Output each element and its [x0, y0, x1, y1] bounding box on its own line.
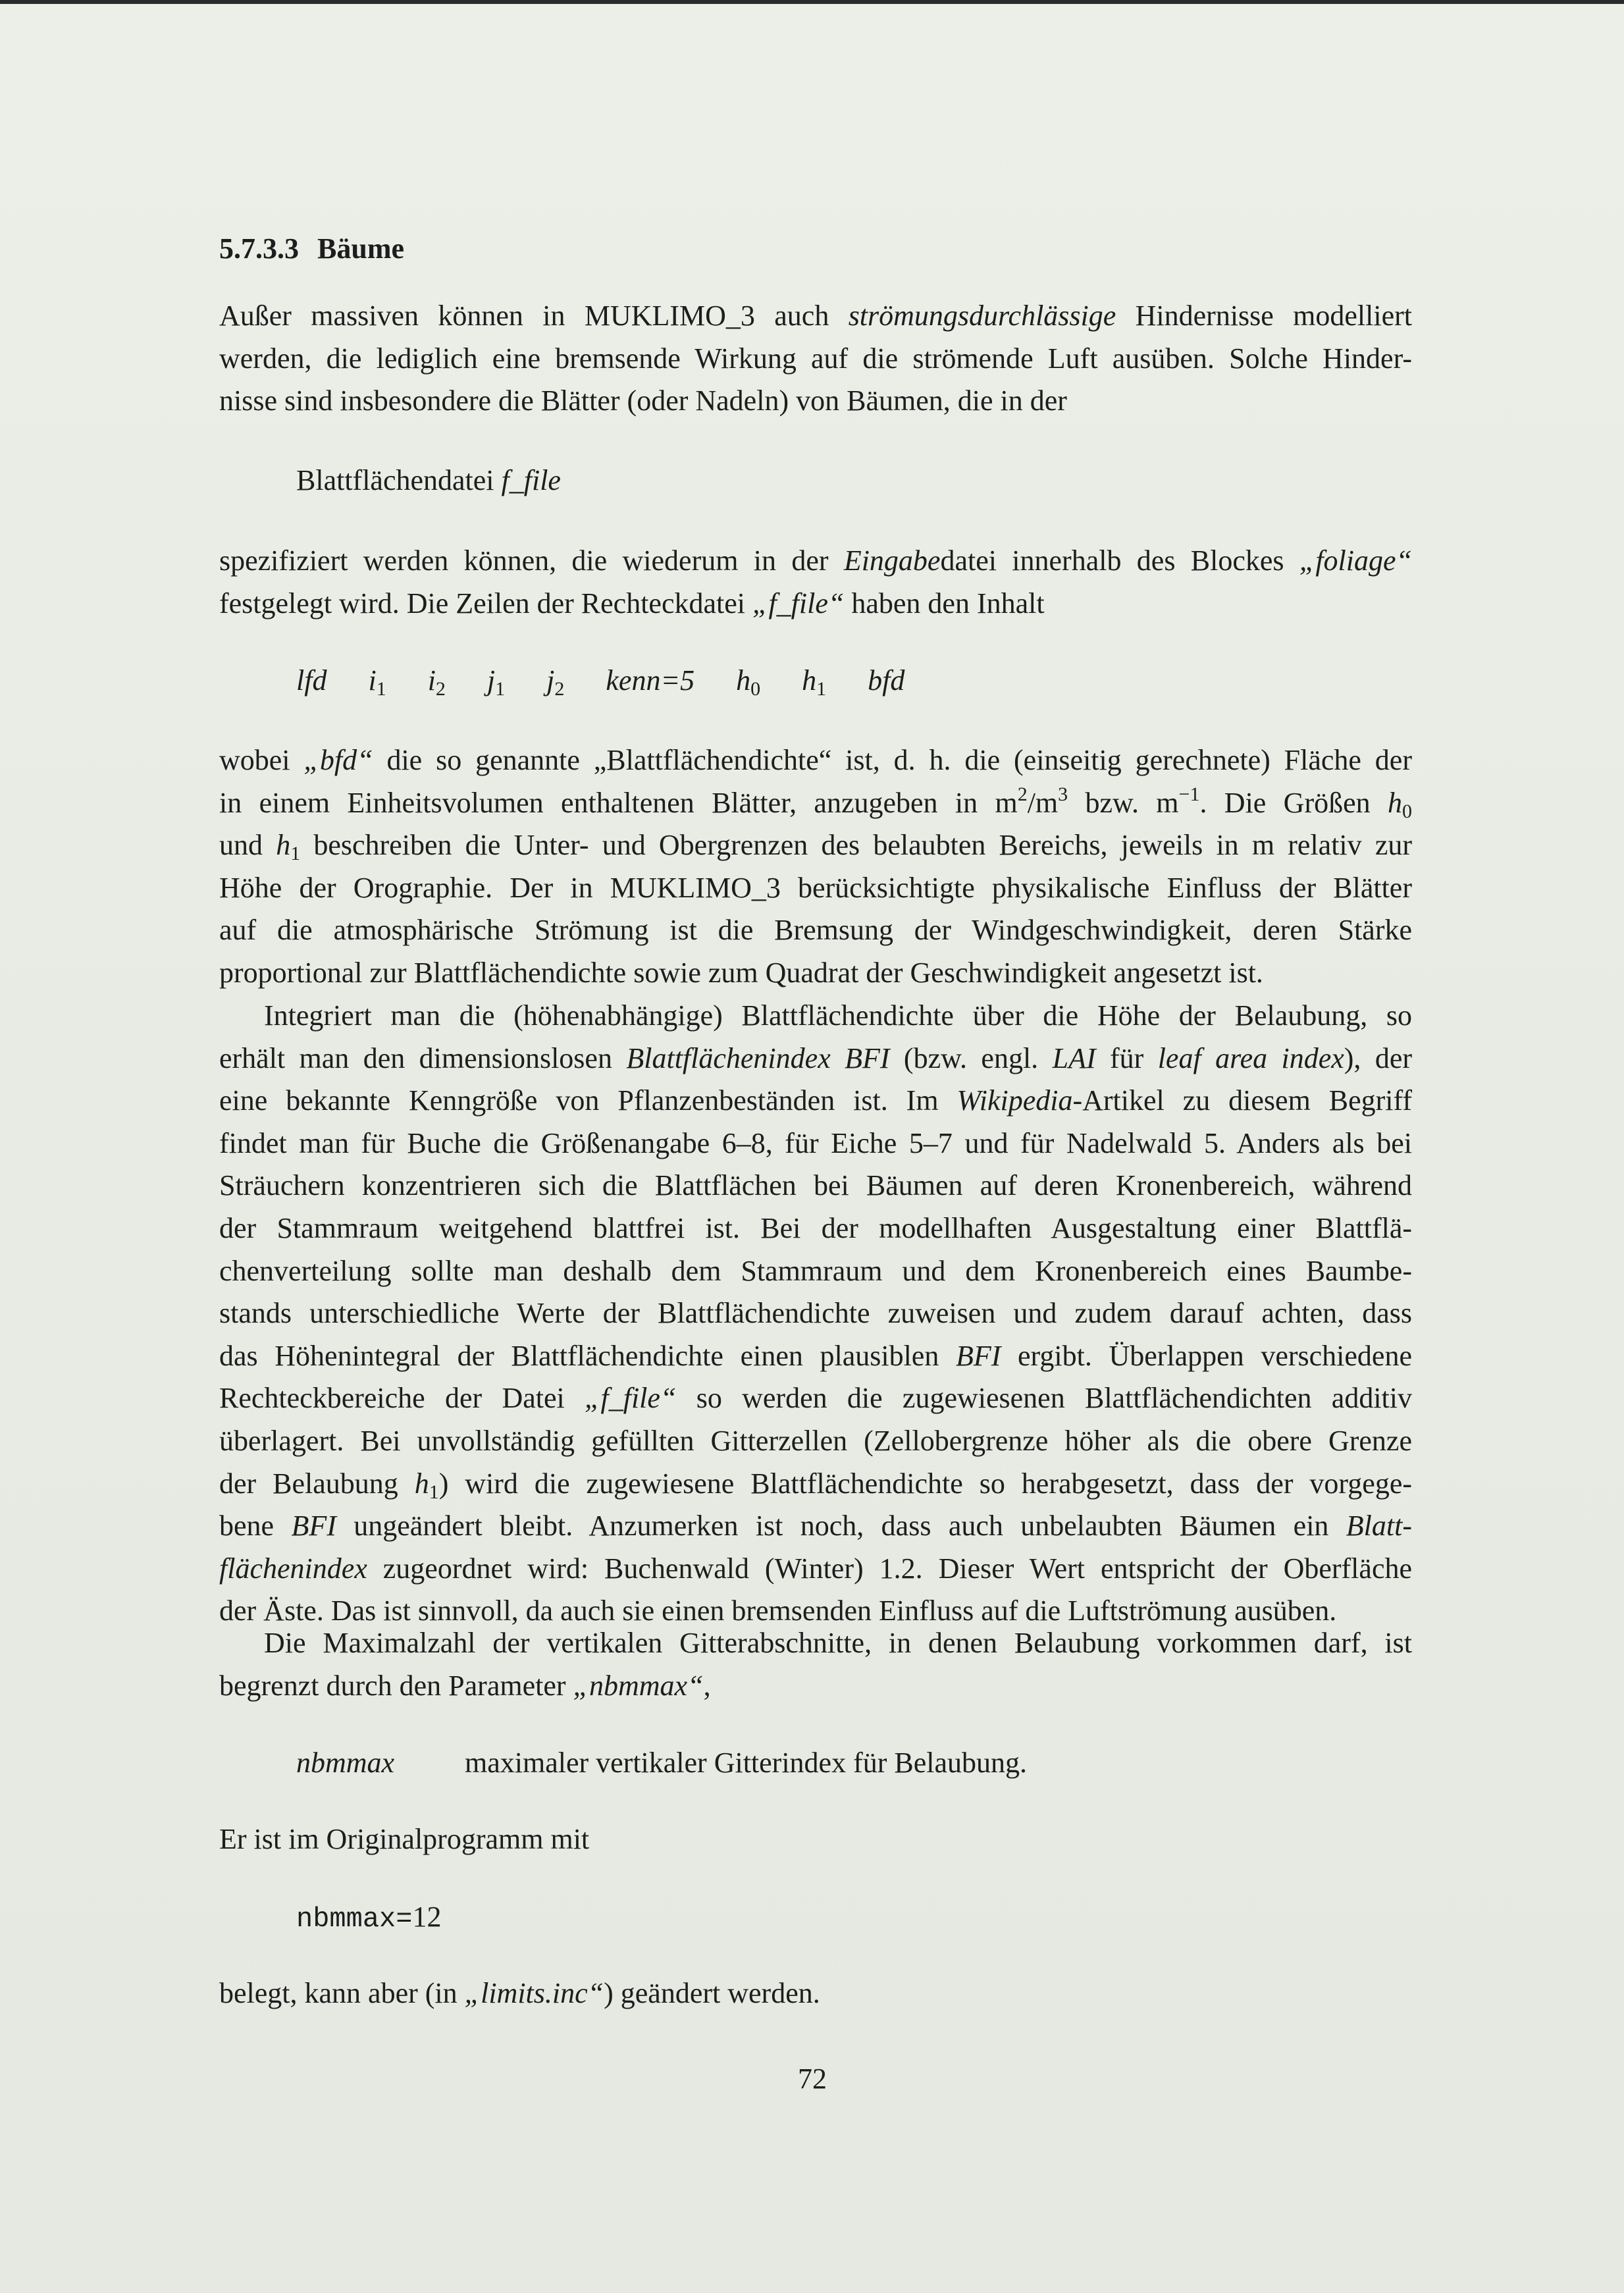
intro-line-1: Außer massiven können in MUKLIMO_3 auch strömungsdurchlässige Hindernisse modelliert	[219, 300, 1413, 332]
column-lfd: lfd	[296, 664, 327, 697]
parameter-name: „nbmmax“	[573, 1669, 704, 1702]
file-name: f_file	[501, 464, 561, 496]
parameter-term: nbmmax	[296, 1747, 395, 1779]
lai-line-6: der Stammraum weitgehend blattfrei ist. Bei der modellhaften Ausgestaltung einer Blattflä-	[219, 1211, 1412, 1244]
file-name-display: Blattflächendatei f_file	[296, 464, 561, 496]
intro-line-3: nisse sind insbesondere die Blätter (oder Nadeln) von Bäumen, die in der	[219, 384, 1067, 417]
parameter-definition	[296, 1743, 1027, 1783]
top-edge-rule	[0, 0, 1624, 4]
density-paragraph	[219, 739, 1412, 995]
nbmmax-line-1: Die Maximalzahl der vertikalen Gitterabschnitte, in denen Belaubung vorkommen darf, ist	[264, 1627, 1412, 1659]
density-line-1: wobei „bfd“ die so genannte „Blattflächendichte“ ist, d. h. die (einseitig gerechnete) Fläche der	[219, 744, 1412, 776]
lai-line-2: erhält man den dimensionslosen Blattflächenindex BFI (bzw. engl. LAI für leaf area index), der	[219, 1041, 1413, 1074]
code-value: 12	[412, 1901, 442, 1933]
lai-line-4: findet man für Buche die Größenangabe 6–8, für Eiche 5–7 und für Nadelwald 5. Anders als bei	[219, 1126, 1412, 1159]
closing-line: belegt, kann aber (in „limits.inc“) geändert werden.	[219, 1977, 820, 2009]
section-number: 5.7.3.3	[219, 232, 299, 265]
spec-paragraph	[219, 540, 1412, 625]
block-name: „foliage“	[1299, 544, 1412, 577]
column-h1: $h_1$	[802, 664, 827, 700]
file-columns-row	[296, 661, 939, 700]
lai-line-8: stands unterschiedliche Werte der Blattflächendichte zuweisen und zudem darauf achten, dass	[219, 1297, 1412, 1330]
include-file-name: „limits.inc“	[464, 1977, 604, 2009]
lai-line-5: Sträuchern konzentrieren sich die Blattflächen bei Bäumen auf deren Kronenbereich, während	[219, 1169, 1412, 1202]
lai-line-13: bene BFI ungeändert bleibt. Anzumerken ist noch, dass auch unbelaubten Bäumen ein Blatt-	[219, 1510, 1412, 1542]
nbmmax-line-2: begrenzt durch den Parameter „nbmmax“,	[219, 1669, 711, 1702]
spec-line-2: festgelegt wird. Die Zeilen der Rechteckdatei „f_file“ haben den Inhalt	[219, 587, 1045, 619]
column-i2: $i_2$	[427, 664, 446, 700]
lai-line-14: flächenindex zugeordnet wird: Buchenwald (Winter) 1.2. Dieser Wert entspricht der Oberfläche	[219, 1552, 1412, 1585]
column-i1: $i_1$	[368, 664, 386, 700]
lai-line-7: chenverteilung sollte man deshalb dem Stammraum und dem Kronenbereich eines Baumbe-	[219, 1254, 1412, 1287]
original-program-line: Er ist im Originalprogramm mit	[219, 1823, 590, 1855]
spec-line-1: spezifiziert werden können, die wiederum in der Eingabedatei innerhalb des Blockes „foliage“	[219, 544, 1412, 577]
lai-line-1: Integriert man die (höhenabhängige) Blattflächendichte über die Höhe der Belaubung, so	[264, 999, 1412, 1032]
section-heading	[219, 229, 404, 269]
column-h0: $h_0$	[736, 664, 761, 700]
lai-line-3: eine bekannte Kenngröße von Pflanzenbeständen ist. Im Wikipedia-Artikel zu diesem Begriff	[219, 1084, 1412, 1117]
column-j1: $j_1$	[486, 664, 506, 700]
section-title-text: Bäume	[317, 232, 404, 265]
lai-line-12: der Belaubung $h_1$) wird die zugewiesene Blattflächendichte so herabgesetzt, dass der vorgege-	[219, 1467, 1412, 1503]
lai-line-9: das Höhenintegral der Blattflächendichte einen plausiblen BFI ergibt. Überlappen verschiedene	[219, 1339, 1412, 1372]
lai-line-15: der Äste. Das ist sinnvoll, da auch sie einen bremsenden Einfluss auf die Luftströmung ausüben.	[219, 1595, 1337, 1627]
emphasis-term: strömungsdurchlässige	[848, 300, 1116, 332]
column-bfd: bfd	[868, 664, 905, 697]
nbmmax-paragraph	[219, 1622, 1412, 1707]
page-number: 72	[798, 2063, 827, 2095]
density-line-3: und $h_1$ beschreiben die Unter- und Obergrenzen des belaubten Bereichs, jeweils in m relativ zur	[219, 829, 1413, 865]
density-line-6: proportional zur Blattflächendichte sowie zum Quadrat der Geschwindigkeit angesetzt ist.	[219, 956, 1263, 989]
column-kenn: kenn=5	[606, 664, 695, 697]
density-line-5: auf die atmosphärische Strömung ist die Bremsung der Windgeschwindigkeit, deren Stärke	[219, 914, 1412, 947]
density-line-2: in einem Einheitsvolumen enthaltenen Blätter, anzugeben in $m^2/m^3$ bzw. $m^{-1}$. Die Größen $h_0$	[219, 783, 1412, 822]
code-variable: nbmmax=	[296, 1903, 413, 1935]
lai-line-11: überlagert. Bei unvollständig gefüllten Gitterzellen (Zellobergrenze höher als die obere Grenze	[219, 1424, 1412, 1457]
lai-paragraph	[219, 995, 1412, 1633]
column-j2: $j_2$	[546, 664, 565, 700]
lai-line-10: Rechteckbereiche der Datei „f_file“ so werden die zugewiesenen Blattflächendichten additiv	[219, 1382, 1413, 1415]
intro-paragraph	[219, 295, 1412, 423]
intro-line-2: werden, die lediglich eine bremsende Wirkung auf die strömende Luft ausüben. Solche Hinder-	[219, 342, 1412, 375]
code-assignment	[296, 1897, 441, 1939]
parameter-description: maximaler vertikaler Gitterindex für Belaubung.	[465, 1747, 1028, 1779]
density-line-4: Höhe der Orographie. Der in MUKLIMO_3 berücksichtigte physikalische Einfluss der Blätter	[219, 871, 1412, 904]
